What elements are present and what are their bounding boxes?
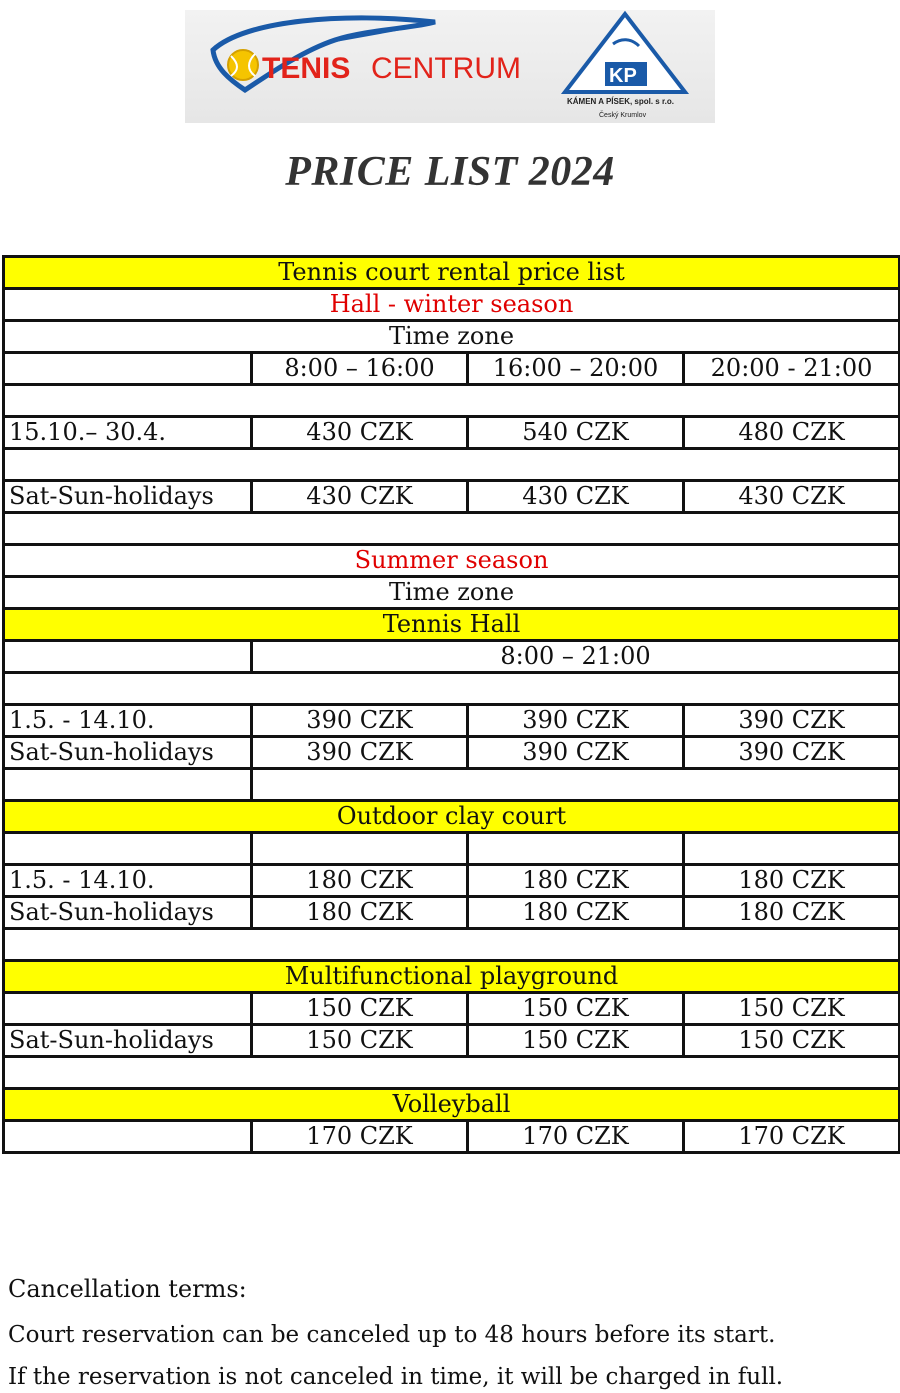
hall-weekend-label: Sat-Sun-holidays — [4, 737, 252, 769]
kamen-pisek-logo — [565, 14, 685, 119]
spacer-row — [4, 673, 900, 705]
volleyball-row — [4, 1121, 900, 1153]
spacer-cell — [4, 513, 900, 545]
hall-zone-row — [4, 641, 900, 673]
price-cell: 430 CZK — [468, 481, 684, 513]
tenis-centrum-logo — [185, 10, 715, 123]
price-cell: 430 CZK — [252, 417, 468, 449]
table-heading-row — [4, 257, 900, 289]
winter-weekday-row — [4, 417, 900, 449]
volleyball-label — [4, 1121, 252, 1153]
winter-zone-3: 20:00 - 21:00 — [684, 353, 900, 385]
price-cell: 170 CZK — [252, 1121, 468, 1153]
cancellation-line-2: If the reservation is not canceled in time, it will be charged in full. — [8, 1364, 784, 1390]
price-cell: 150 CZK — [684, 993, 900, 1025]
price-cell: 390 CZK — [252, 705, 468, 737]
price-cell: 180 CZK — [684, 865, 900, 897]
spacer-row — [4, 769, 900, 801]
hall-weekday-label: 1.5. - 14.10. — [4, 705, 252, 737]
winter-season-row — [4, 289, 900, 321]
hall-weekday-row — [4, 705, 900, 737]
price-cell: 150 CZK — [468, 1025, 684, 1057]
winter-weekend-label: Sat-Sun-holidays — [4, 481, 252, 513]
page-title: PRICE LIST 2024 — [285, 149, 615, 195]
price-cell: 180 CZK — [468, 897, 684, 929]
price-cell: 480 CZK — [684, 417, 900, 449]
winter-season-heading: Hall - winter season — [4, 289, 900, 321]
price-table — [2, 255, 900, 1154]
spacer-row — [4, 513, 900, 545]
price-cell: 150 CZK — [468, 993, 684, 1025]
logo-banner — [185, 10, 715, 123]
logo-text-tenis: TENIS — [262, 52, 351, 85]
spacer-row — [4, 449, 900, 481]
winter-time-zone-label: Time zone — [4, 321, 900, 353]
spacer-cell — [4, 1057, 900, 1089]
price-cell: 390 CZK — [252, 737, 468, 769]
logo-mark-kp: KP — [609, 65, 637, 87]
clay-weekday-row — [4, 865, 900, 897]
clay-court-heading: Outdoor clay court — [4, 801, 900, 833]
price-cell: 150 CZK — [252, 993, 468, 1025]
spacer-cell — [4, 673, 900, 705]
multi-weekday-row — [4, 993, 900, 1025]
table-main-heading: Tennis court rental price list — [4, 257, 900, 289]
price-cell: 180 CZK — [252, 897, 468, 929]
multi-weekend-row — [4, 1025, 900, 1057]
clay-weekday-label: 1.5. - 14.10. — [4, 865, 252, 897]
price-cell: 390 CZK — [684, 705, 900, 737]
winter-weekday-label: 15.10.– 30.4. — [4, 417, 252, 449]
empty-cell — [4, 353, 252, 385]
empty-cell — [4, 769, 252, 801]
volleyball-heading-row — [4, 1089, 900, 1121]
hall-weekend-row — [4, 737, 900, 769]
logo-company-city: Český Krumlov — [599, 112, 647, 119]
multi-weekend-label: Sat-Sun-holidays — [4, 1025, 252, 1057]
spacer-row — [4, 1057, 900, 1089]
clay-weekend-row — [4, 897, 900, 929]
summer-time-zone-label: Time zone — [4, 577, 900, 609]
winter-time-zone-row — [4, 321, 900, 353]
price-cell: 180 CZK — [684, 897, 900, 929]
spacer-row — [4, 385, 900, 417]
clay-weekend-label: Sat-Sun-holidays — [4, 897, 252, 929]
hall-zone: 8:00 – 21:00 — [252, 641, 900, 673]
spacer-row — [4, 833, 900, 865]
summer-time-zone-row — [4, 577, 900, 609]
empty-cell — [4, 833, 252, 865]
winter-zone-2: 16:00 – 20:00 — [468, 353, 684, 385]
multifunctional-heading: Multifunctional playground — [4, 961, 900, 993]
empty-cell — [4, 641, 252, 673]
price-cell: 390 CZK — [684, 737, 900, 769]
empty-cell — [252, 833, 468, 865]
clay-heading-row — [4, 801, 900, 833]
empty-cell — [468, 833, 684, 865]
empty-cell — [252, 769, 900, 801]
price-cell: 430 CZK — [252, 481, 468, 513]
price-cell: 150 CZK — [252, 1025, 468, 1057]
spacer-cell — [4, 449, 900, 481]
cancellation-title: Cancellation terms: — [8, 1275, 247, 1303]
summer-season-heading: Summer season — [4, 545, 900, 577]
volleyball-heading: Volleyball — [4, 1089, 900, 1121]
winter-weekend-row — [4, 481, 900, 513]
price-cell: 180 CZK — [468, 865, 684, 897]
price-cell: 540 CZK — [468, 417, 684, 449]
spacer-row — [4, 929, 900, 961]
price-cell: 430 CZK — [684, 481, 900, 513]
summer-season-row — [4, 545, 900, 577]
logo-text-centrum: CENTRUM — [371, 52, 521, 85]
price-cell: 390 CZK — [468, 737, 684, 769]
price-cell: 170 CZK — [684, 1121, 900, 1153]
logo-company-name: KÁMEN A PÍSEK, spol. s r.o. — [567, 97, 674, 106]
price-cell: 180 CZK — [252, 865, 468, 897]
winter-zone-1: 8:00 – 16:00 — [252, 353, 468, 385]
price-cell: 170 CZK — [468, 1121, 684, 1153]
spacer-cell — [4, 929, 900, 961]
price-cell: 150 CZK — [684, 1025, 900, 1057]
price-cell: 390 CZK — [468, 705, 684, 737]
winter-zones-row — [4, 353, 900, 385]
tennis-hall-heading: Tennis Hall — [4, 609, 900, 641]
cancellation-line-1: Court reservation can be canceled up to 48 hours before its start. — [8, 1322, 776, 1348]
multi-heading-row — [4, 961, 900, 993]
tennis-hall-heading-row — [4, 609, 900, 641]
empty-cell — [684, 833, 900, 865]
multi-weekday-label — [4, 993, 252, 1025]
spacer-cell — [4, 385, 900, 417]
